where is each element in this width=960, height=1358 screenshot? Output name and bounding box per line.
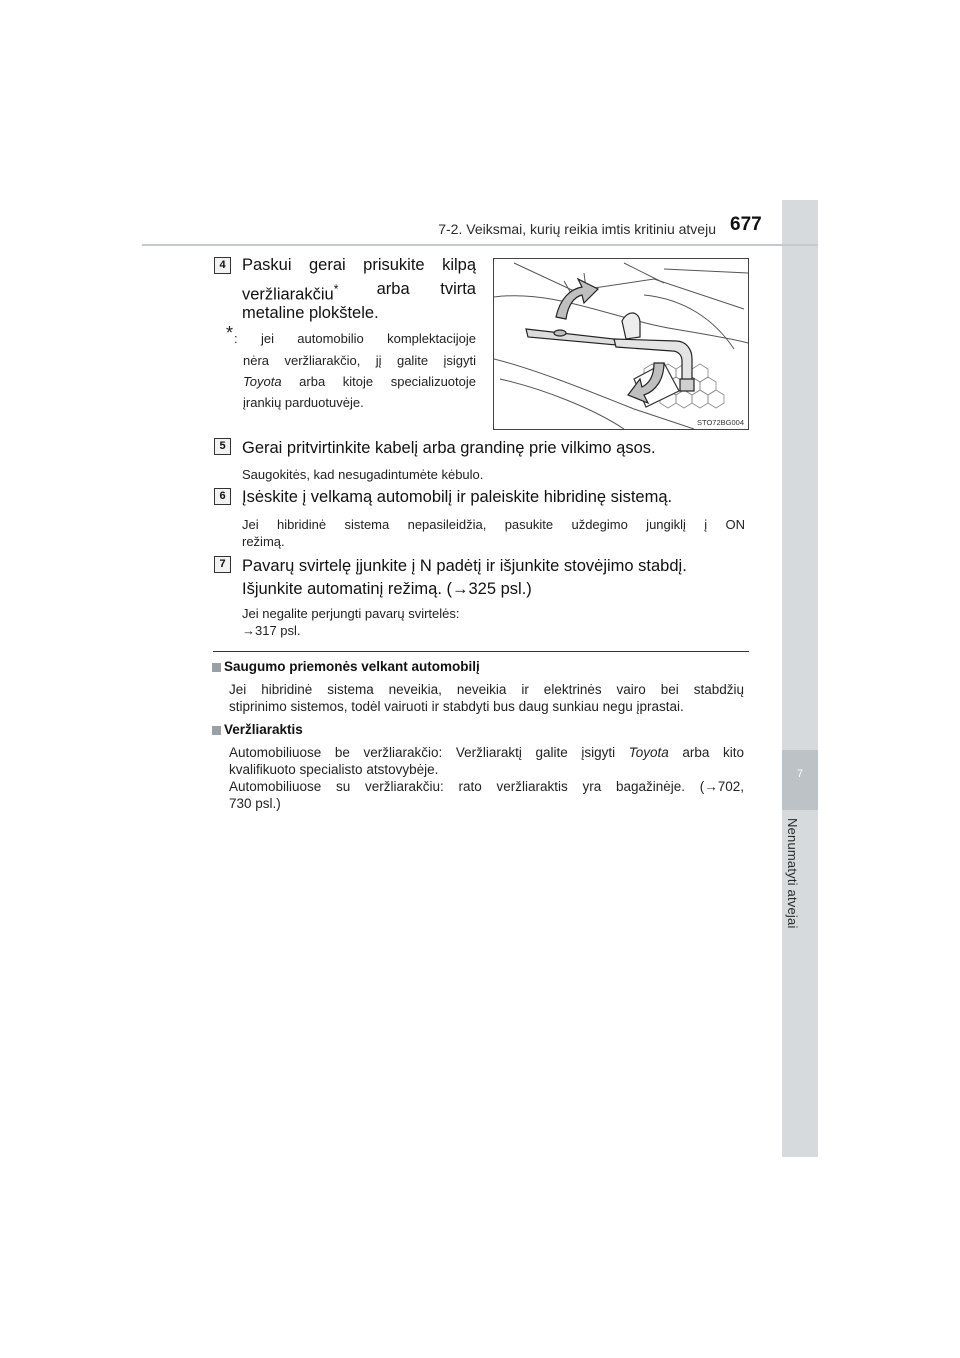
step-4-line-2-rest: arba tvirta <box>376 280 476 298</box>
step-7-sub-line-1: Jei negalite perjungti pavarų svirtelės: <box>242 606 460 621</box>
header-rule <box>142 244 818 246</box>
chapter-tab <box>782 750 818 810</box>
note-marker-square <box>212 663 221 672</box>
footnote-line-3-rest: arba kitoje specializuotoje <box>281 374 476 389</box>
step-6-sub-line-2: režimą. <box>242 534 285 549</box>
page-number: 677 <box>730 214 762 235</box>
step-4-line-1: Paskui gerai prisukite kilpą <box>242 256 476 274</box>
section-title: 7-2. Veiksmai, kurių reikia imtis kritiniu atveju <box>438 221 716 237</box>
step-7-line-1: Pavarų svirtelę įjunkite į N padėtį ir išjunkite stovėjimo stabdį. <box>242 557 687 575</box>
section-divider <box>213 651 749 652</box>
step-5-badge: 5 <box>214 438 231 455</box>
note-2-line-1-b: arba kito <box>668 745 745 760</box>
step-4-keyword: veržliarakčiu <box>242 285 334 304</box>
towing-eyelet-illustration <box>493 258 749 430</box>
footnote-line-3 <box>243 373 476 390</box>
step-7-badge: 7 <box>214 556 231 573</box>
figure-code: STO72BG004 <box>697 418 744 427</box>
note-1-line-2: stiprinimo sistemos, todėl vairuoti ir stabdyti bus daug sunkiau negu įprastai. <box>229 699 684 714</box>
footnote-line-1: : jei automobilio komplektacijoje <box>234 331 476 346</box>
step-4-asterisk: * <box>333 282 339 296</box>
step-7-line-2: Išjunkite automatinį režimą. (→325 psl.) <box>242 580 532 598</box>
step-6-sub-line-1: Jei hibridinė sistema nepasileidžia, pasukite uždegimo jungiklį į ON <box>242 517 745 532</box>
footnote-line-4: įrankių parduotuvėje. <box>243 395 364 410</box>
note-2-line-1 <box>229 744 744 761</box>
step-4-badge: 4 <box>214 257 231 274</box>
step-6-badge: 6 <box>214 488 231 505</box>
illustration-drawing <box>494 259 748 429</box>
chapter-number: 7 <box>796 768 804 780</box>
note-2-line-1-a: Automobiliuose be veržliarakčio: Veržliaraktį galite įsigyti <box>229 745 629 760</box>
footnote-brand: Toyota <box>243 374 282 389</box>
note-2-line-2: kvalifikuoto specialisto atstovybėje. <box>229 762 439 777</box>
chapter-title: Nenumatyti atvejai <box>785 818 800 929</box>
note-1-title: Saugumo priemonės velkant automobilį <box>224 659 480 674</box>
note-2-line-4: 730 psl.) <box>229 796 281 811</box>
footnote-line-2: nėra veržliarakčio, jį galite įsigyti <box>243 353 476 368</box>
note-2-title: Veržliaraktis <box>224 722 303 737</box>
footnote-asterisk: * <box>226 323 234 343</box>
step-7-sub-line-2: →317 psl. <box>242 623 301 638</box>
note-marker-square <box>212 726 221 735</box>
step-5-sub: Saugokitės, kad nesugadintumėte kėbulo. <box>242 467 484 482</box>
step-4-line-3: metaline plokštele. <box>242 304 379 322</box>
note-2-brand: Toyota <box>628 745 669 760</box>
step-6-text: Įsėskite į velkamą automobilį ir paleiskite hibridinę sistemą. <box>242 488 673 506</box>
step-5-text: Gerai pritvirtinkite kabelį arba grandinę prie vilkimo ąsos. <box>242 439 656 457</box>
chapter-sidebar <box>782 200 818 1157</box>
note-1-line-1: Jei hibridinė sistema neveikia, neveikia ir elektrinės vairo bei stabdžių <box>229 682 744 697</box>
note-2-line-3: Automobiliuose su veržliarakčiu: rato veržliaraktis yra bagažinėje. (→702, <box>229 779 744 794</box>
